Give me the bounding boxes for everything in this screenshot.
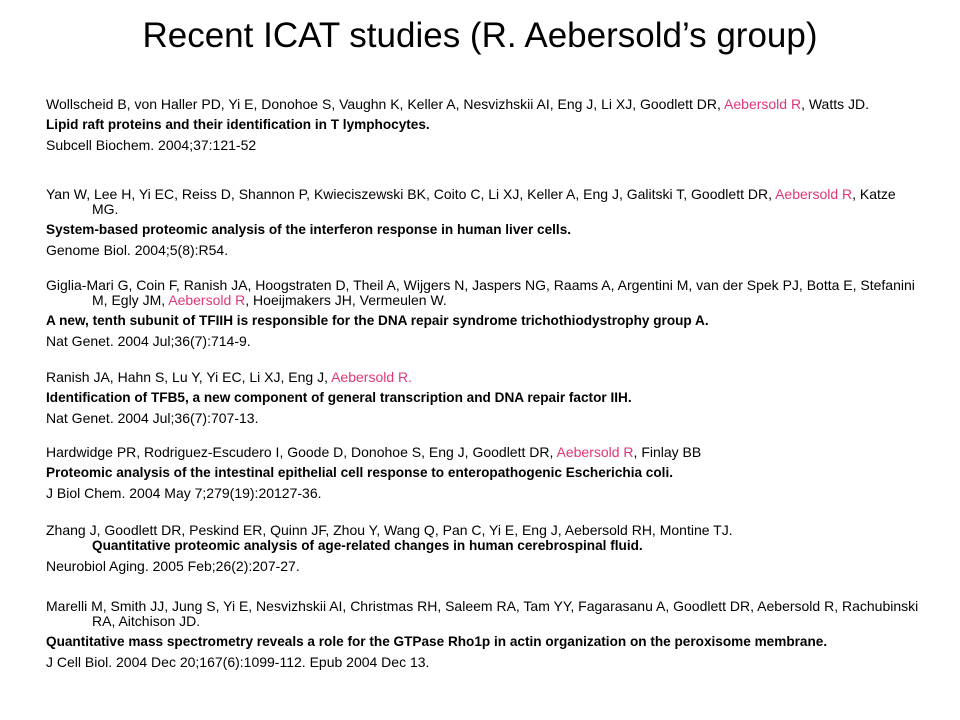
reference-authors [46,278,926,308]
reference-title: Quantitative proteomic analysis of age-related changes in human cerebrospinal fluid. [92,538,643,553]
highlighted-author: Aebersold R. [331,369,413,385]
reference-citation: Subcell Biochem. 2004;37:121-52 [46,137,257,153]
authors-text: Giglia-Mari G, Coin F, Ranish JA, Hoogstraten D, Theil A, Wijgers N, Jaspers NG, Raams A, Argentini M, van der Spek PJ, Botta E, Stefanini M, Egly JM, [46,277,915,308]
authors-text: , Watts JD. [801,96,870,112]
reference-3 [46,278,926,349]
reference-citation: Nat Genet. 2004 Jul;36(7):707-13. [46,410,259,426]
reference-citation: Nat Genet. 2004 Jul;36(7):714-9. [46,333,251,349]
reference-1 [46,97,926,153]
reference-6 [46,523,926,574]
reference-citation: Neurobiol Aging. 2005 Feb;26(2):207-27. [46,558,300,574]
reference-title: System-based proteomic analysis of the interferon response in human liver cells. [46,222,572,237]
highlighted-author: Aebersold R [556,444,634,460]
highlighted-author: Aebersold R [724,96,802,112]
reference-title: Quantitative mass spectrometry reveals a role for the GTPase Rho1p in actin organization on the peroxisome membrane. [46,634,828,649]
highlighted-author: Aebersold R [775,186,853,202]
reference-title: Lipid raft proteins and their identification in T lymphocytes. [46,117,430,132]
reference-title: Proteomic analysis of the intestinal epithelial cell response to enteropathogenic Escherichia coli. [46,465,673,480]
highlighted-author: Aebersold R [168,292,246,308]
reference-7 [46,599,926,670]
reference-authors [46,599,926,629]
reference-authors [46,445,926,460]
reference-authors [46,187,926,217]
reference-title: Identification of TFB5, a new component of general transcription and DNA repair factor IIH. [46,390,632,405]
reference-citation: J Biol Chem. 2004 May 7;279(19):20127-36. [46,485,322,501]
authors-text: Wollscheid B, von Haller PD, Yi E, Donohoe S, Vaughn K, Keller A, Nesvizhskii AI, Eng J, Li XJ, Goodlett DR, [46,96,725,112]
reference-2 [46,187,926,258]
reference-authors [46,370,926,385]
reference-authors [46,97,926,112]
reference-title: A new, tenth subunit of TFIIH is responsible for the DNA repair syndrome trichothiodystrophy group A. [46,313,709,328]
reference-citation: Genome Biol. 2004;5(8):R54. [46,242,229,258]
reference-authors [46,523,926,538]
authors-text: Marelli M, Smith JJ, Jung S, Yi E, Nesvizhskii AI, Christmas RH, Saleem RA, Tam YY, Fagarasanu A, Goodlett DR, Aebersold R, Rachubinski RA, Aitchison JD. [46,598,919,629]
reference-citation: J Cell Biol. 2004 Dec 20;167(6):1099-112. Epub 2004 Dec 13. [46,654,430,670]
reference-4 [46,370,926,426]
authors-text: , Finlay BB [633,444,702,460]
authors-text: , Katze MG. [92,186,896,217]
authors-text: Yan W, Lee H, Yi EC, Reiss D, Shannon P, Kwieciszewski BK, Coito C, Li XJ, Keller A, Eng J, Galitski T, Goodlett DR, [46,186,776,202]
authors-text: Ranish JA, Hahn S, Lu Y, Yi EC, Li XJ, Eng J, [46,369,332,385]
authors-text: Zhang J, Goodlett DR, Peskind ER, Quinn JF, Zhou Y, Wang Q, Pan C, Yi E, Eng J, Aebersold RH, Montine TJ. [46,522,733,538]
authors-text: , Hoeijmakers JH, Vermeulen W. [245,292,447,308]
slide-title: Recent ICAT studies (R. Aebersold’s group) [142,16,818,55]
authors-text: Hardwidge PR, Rodriguez-Escudero I, Goode D, Donohoe S, Eng J, Goodlett DR, [46,444,557,460]
reference-5 [46,445,926,501]
